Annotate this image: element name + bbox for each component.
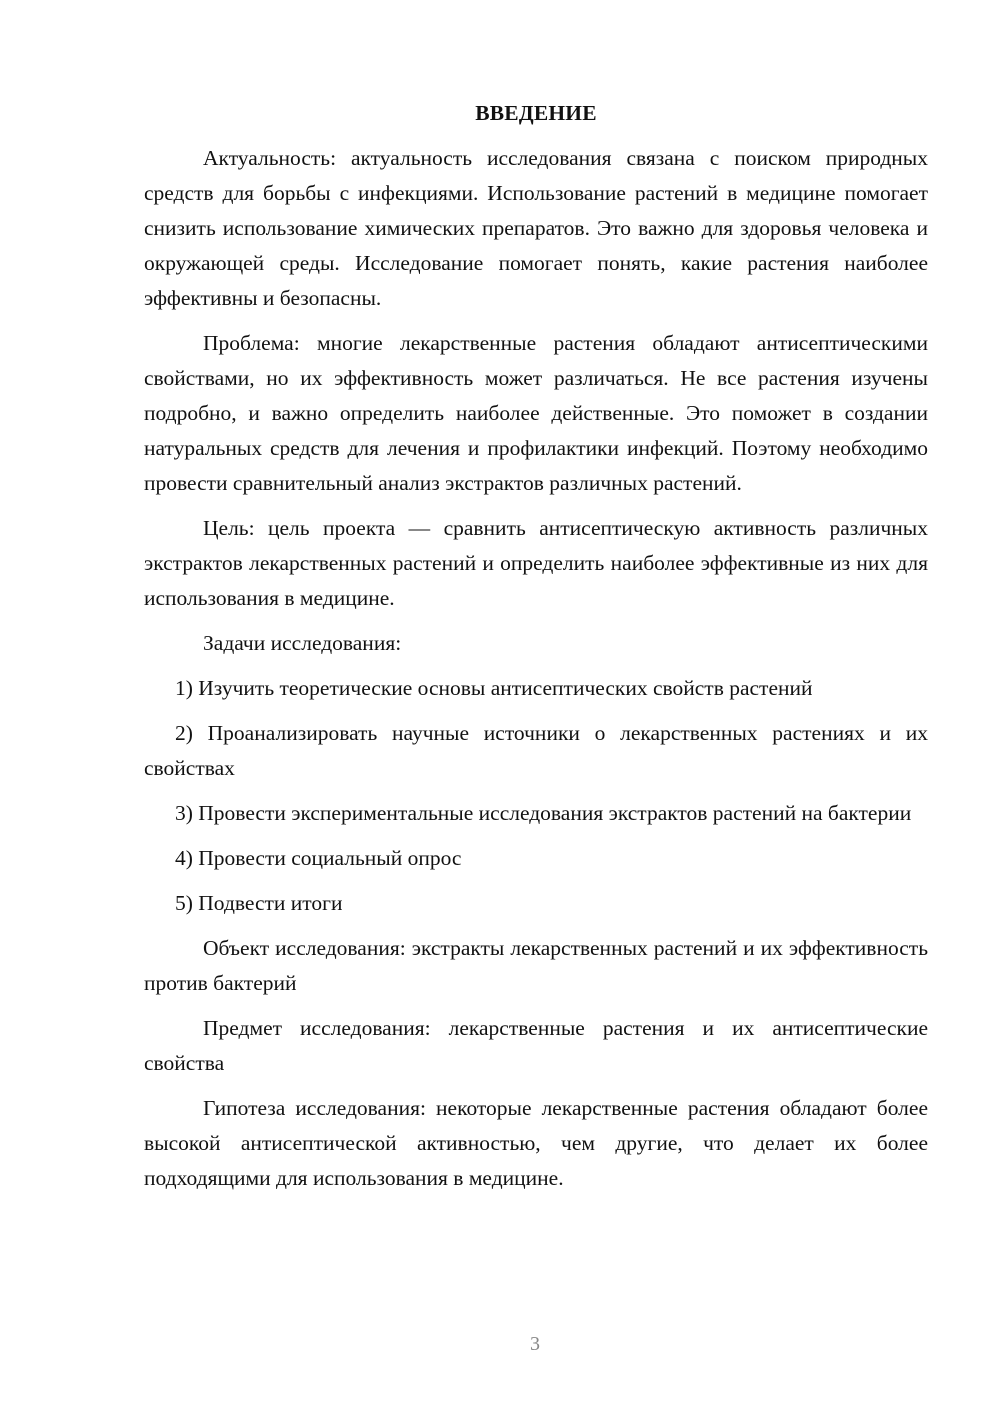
page-content: [144, 96, 928, 1206]
object-paragraph: Объект исследования: экстракты лекарственных растений и их эффективность против бактерий: [144, 936, 928, 995]
task-item-3: 3) Провести экспериментальные исследования экстрактов растений на бактерии: [175, 801, 912, 825]
subject-paragraph: Предмет исследования: лекарственные растения и их антисептические свойства: [144, 1016, 928, 1075]
page-number: 3: [530, 1333, 540, 1355]
problem-paragraph: Проблема: многие лекарственные растения обладают антисептическими свойствами, но их эффективность может различаться. Не все растения изучены подробно, и важно определить наиболее действенные. Это поможет в создании натуральных средств для лечения и профилактики инфекций. Поэтому необходимо провести сравнительный анализ экстрактов различных растений.: [144, 331, 928, 495]
task-item-4: 4) Провести социальный опрос: [175, 846, 462, 870]
relevance-paragraph: Актуальность: актуальность исследования связана с поиском природных средств для борьбы с инфекциями. Использование растений в медицине помогает снизить использование химических препаратов. Это важно для здоровья человека и окружающей среды. Исследование помогает понять, какие растения наиболее эффективны и безопасны.: [144, 146, 928, 310]
goal-paragraph: Цель: цель проекта — сравнить антисептическую активность различных экстрактов лекарственных растений и определить наиболее эффективные из них для использования в медицине.: [144, 516, 928, 610]
task-item-1: 1) Изучить теоретические основы антисептических свойств растений: [175, 676, 813, 700]
hypothesis-paragraph: Гипотеза исследования: некоторые лекарственные растения обладают более высокой антисептической активностью, чем другие, что делает их более подходящими для использования в медицине.: [144, 1096, 928, 1190]
task-item-5: 5) Подвести итоги: [175, 891, 343, 915]
tasks-heading: Задачи исследования:: [203, 631, 402, 655]
page-title: ВВЕДЕНИЕ: [475, 101, 597, 125]
task-item-2: 2) Проанализировать научные источники о лекарственных растениях и их свойствах: [144, 721, 928, 780]
